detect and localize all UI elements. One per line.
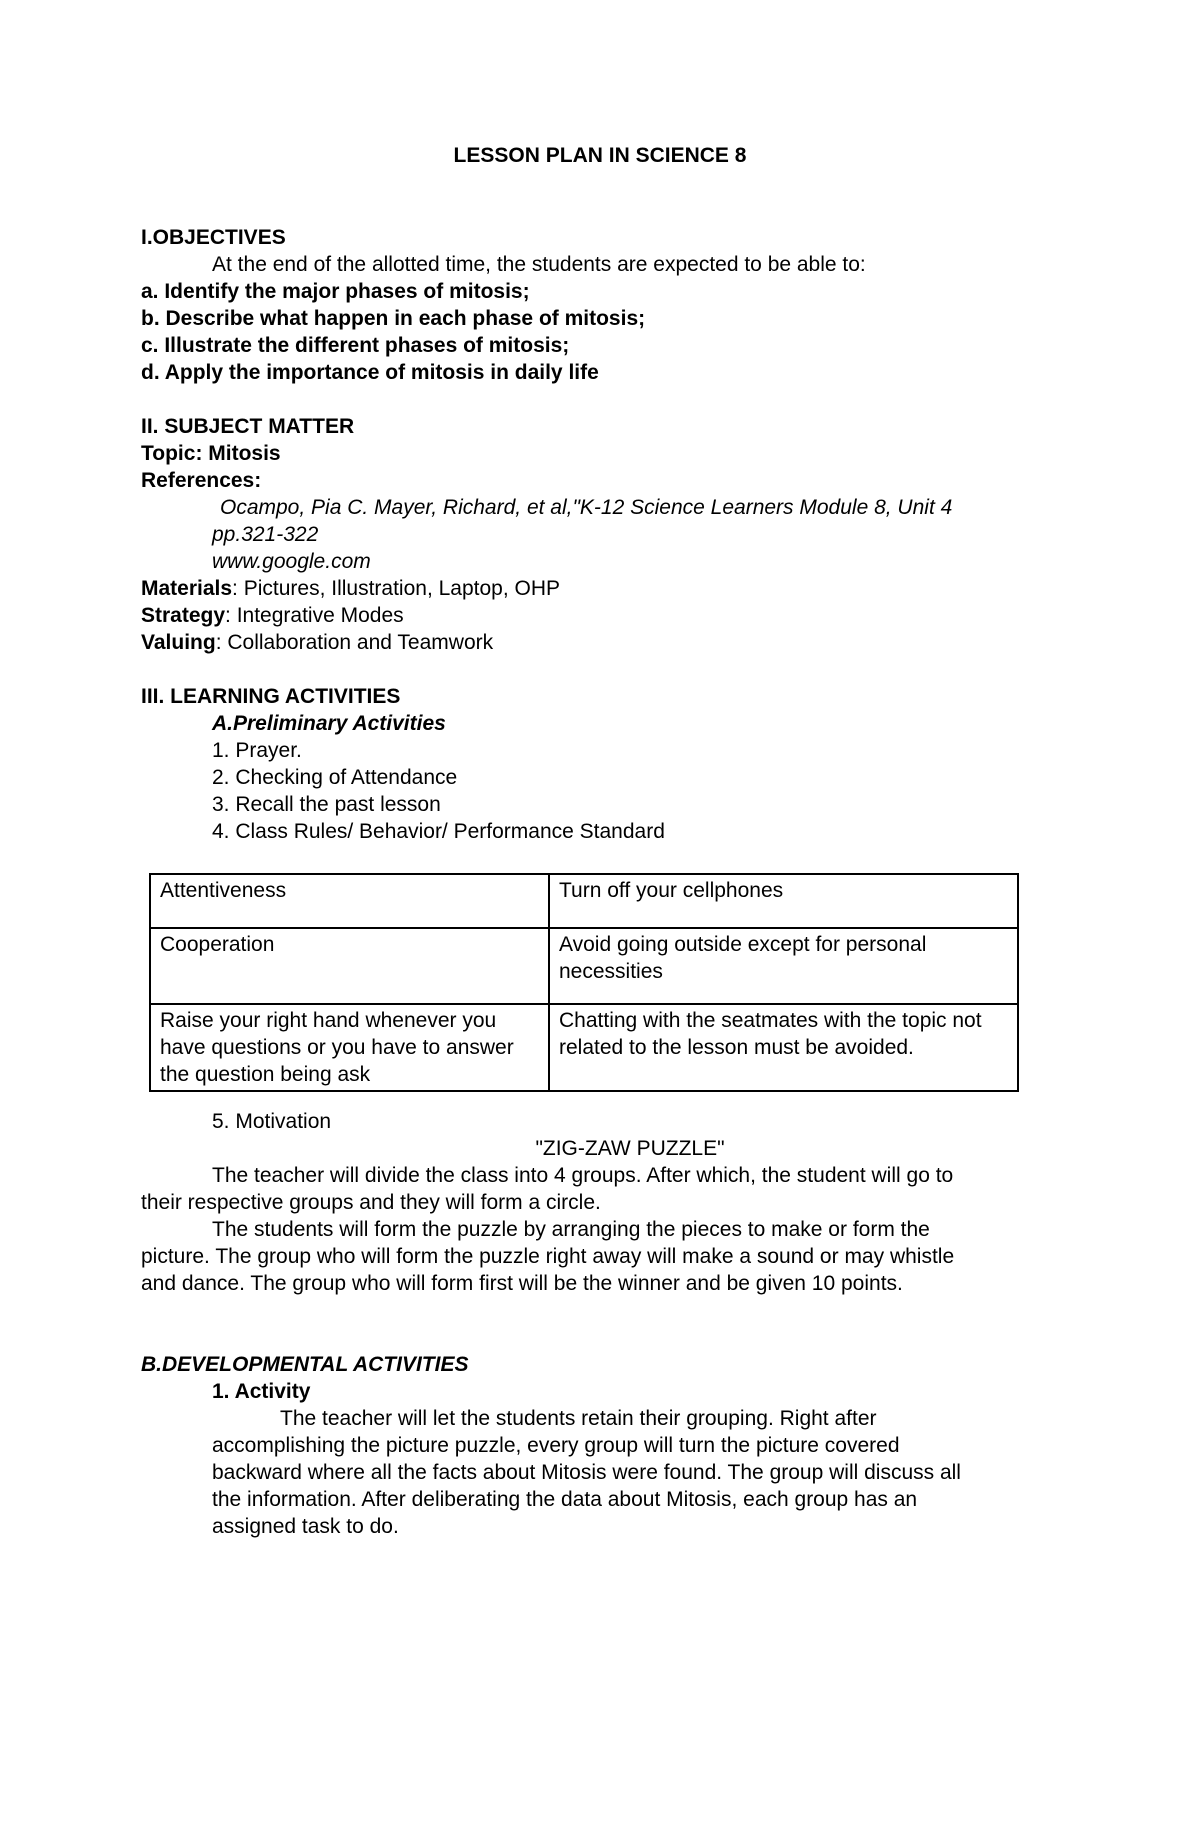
preliminary-item: 2. Checking of Attendance [212, 766, 458, 789]
preliminary-item: 4. Class Rules/ Behavior/ Performance Standard [212, 820, 665, 843]
table-cell: Turn off your cellphones [549, 874, 1018, 928]
topic-line: Topic: Mitosis [141, 442, 281, 465]
subject-matter-heading: II. SUBJECT MATTER [141, 415, 355, 438]
materials-line [141, 575, 560, 602]
valuing-label: Valuing [141, 631, 216, 654]
motivation-paragraph-line: and dance. The group who will form first will be the winner and be given 10 points. [141, 1272, 903, 1295]
objective-item: c. Illustrate the different phases of mitosis; [141, 334, 570, 357]
page-title: LESSON PLAN IN SCIENCE 8 [453, 144, 747, 167]
strategy-label: Strategy [141, 604, 226, 627]
table-cell: Cooperation [150, 928, 549, 1004]
preliminary-item: 1. Prayer. [212, 739, 302, 762]
motivation-paragraph-line: picture. The group who will form the puzzle right away will make a sound or may whistle [141, 1245, 955, 1268]
class-rules-table [149, 873, 1019, 1092]
valuing-value: : Collaboration and Teamwork [215, 631, 494, 654]
strategy-value: : Integrative Modes [225, 604, 404, 627]
table-row [150, 928, 1018, 1004]
activity-paragraph-line: accomplishing the picture puzzle, every group will turn the picture covered [212, 1434, 900, 1457]
motivation-paragraph-line: The students will form the puzzle by arranging the pieces to make or form the [212, 1218, 930, 1241]
strategy-line [141, 602, 404, 629]
developmental-heading: B.DEVELOPMENTAL ACTIVITIES [141, 1353, 469, 1376]
activity-label: 1. Activity [212, 1380, 311, 1403]
valuing-line [141, 629, 493, 656]
table-cell: Avoid going outside except for personal necessities [549, 928, 1018, 1004]
learning-activities-heading: III. LEARNING ACTIVITIES [141, 685, 401, 708]
motivation-paragraph-line: their respective groups and they will form a circle. [141, 1191, 601, 1214]
puzzle-title: "ZIG-ZAW PUZZLE" [535, 1137, 725, 1160]
table-row [150, 874, 1018, 928]
preliminary-heading: A.Preliminary Activities [212, 712, 446, 735]
activity-paragraph-line: backward where all the facts about Mitosis were found. The group will discuss all [212, 1461, 961, 1484]
motivation-label: 5. Motivation [212, 1110, 332, 1133]
table-row [150, 1004, 1018, 1091]
table-cell: Chatting with the seatmates with the topic not related to the lesson must be avoided. [549, 1004, 1018, 1091]
reference-url: www.google.com [212, 550, 371, 573]
materials-label: Materials [141, 577, 233, 600]
motivation-paragraph-line: The teacher will divide the class into 4 groups. After which, the student will go to [212, 1164, 954, 1187]
objectives-heading: I.OBJECTIVES [141, 226, 286, 249]
activity-paragraph-line: assigned task to do. [212, 1515, 399, 1538]
preliminary-item: 3. Recall the past lesson [212, 793, 441, 816]
objective-item: d. Apply the importance of mitosis in daily life [141, 361, 599, 384]
activity-paragraph-line: the information. After deliberating the data about Mitosis, each group has an [212, 1488, 918, 1511]
reference-citation: Ocampo, Pia C. Mayer, Richard, et al,"K-12 Science Learners Module 8, Unit 4 [220, 496, 953, 519]
table-cell: Raise your right hand whenever you have questions or you have to answer the question being ask [150, 1004, 549, 1091]
activity-paragraph-line: The teacher will let the students retain their grouping. Right after [280, 1407, 877, 1430]
objective-item: b. Describe what happen in each phase of mitosis; [141, 307, 646, 330]
reference-pages: pp.321-322 [212, 523, 319, 546]
references-label: References: [141, 469, 262, 492]
materials-value: : Pictures, Illustration, Laptop, OHP [232, 577, 561, 600]
objective-item: a. Identify the major phases of mitosis; [141, 280, 530, 303]
table-cell: Attentiveness [150, 874, 549, 928]
objectives-intro: At the end of the allotted time, the students are expected to be able to: [212, 253, 866, 276]
